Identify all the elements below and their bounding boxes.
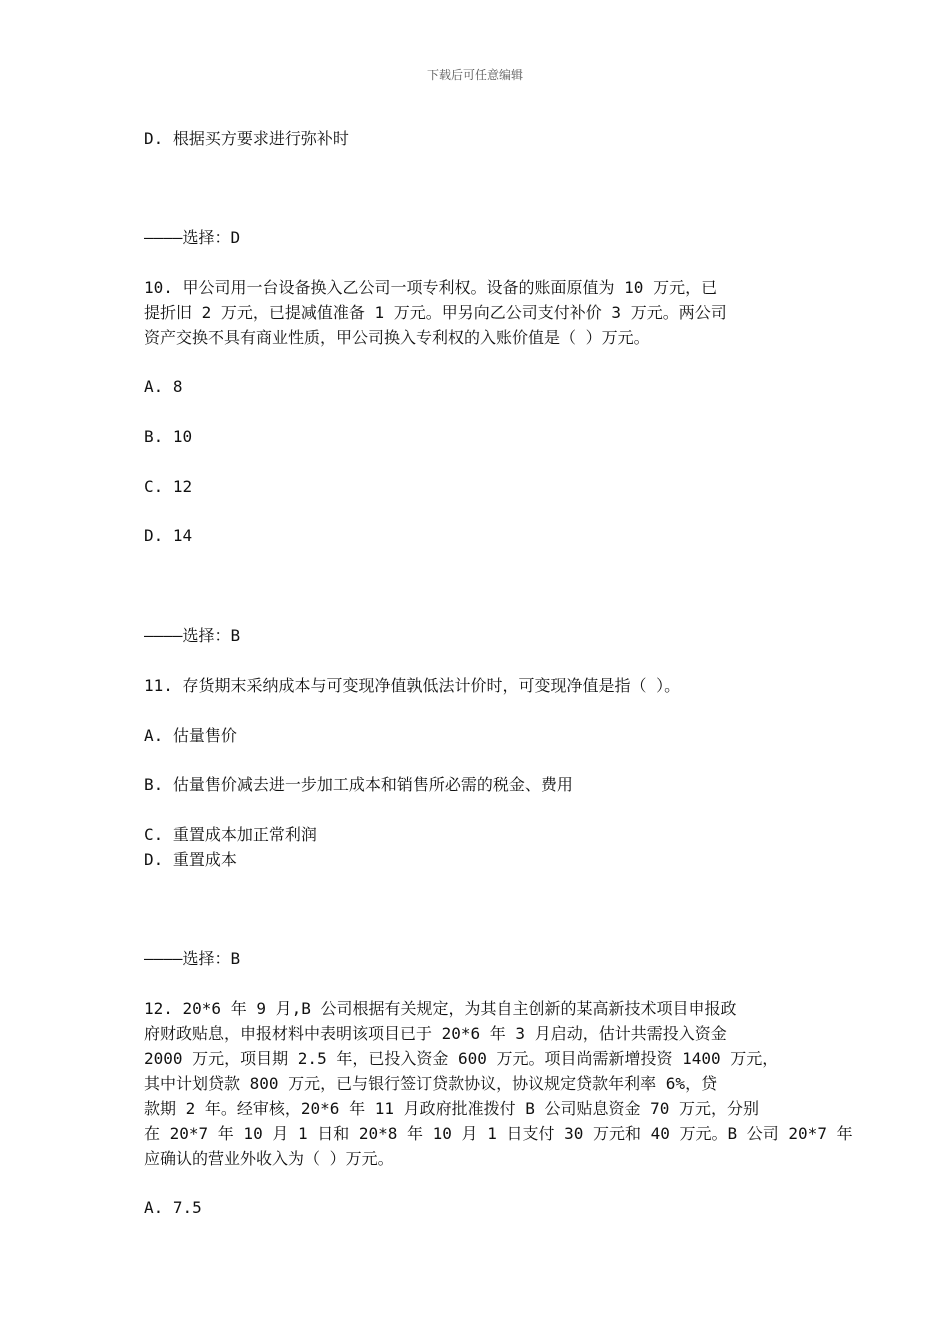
- q12-question-line-4: 其中计划贷款 800 万元，已与银行签订贷款协议，协议规定贷款年利率 6%，贷: [144, 1074, 718, 1093]
- q9-option-d: D. 根据买方要求进行弥补时: [144, 129, 349, 148]
- q10-question-line-1: 10. 甲公司用一台设备换入乙公司一项专利权。设备的账面原值为 10 万元，已: [144, 278, 718, 297]
- q12-question-line-7: 应确认的营业外收入为（ ）万元。: [144, 1149, 394, 1168]
- q10-option-a: A. 8: [144, 377, 183, 396]
- q10-question-line-2: 提折旧 2 万元，已提减值准备 1 万元。甲另向乙公司支付补价 3 万元。两公司: [144, 303, 727, 322]
- q10-option-c: C. 12: [144, 477, 193, 496]
- q10-question-line-3: 资产交换不具有商业性质，甲公司换入专利权的入账价值是（ ）万元。: [144, 328, 650, 347]
- q12-question-line-3: 2000 万元，项目期 2.5 年，已投入资金 600 万元。项目尚需新增投资 1400 万元，: [144, 1049, 779, 1068]
- q11-option-a: A. 估量售价: [144, 726, 237, 745]
- q9-answer: ————选择：D: [144, 228, 241, 247]
- q12-question-line-5: 款期 2 年。经审核，20*6 年 11 月政府批准拨付 B 公司贴息资金 70 万元，分别: [144, 1099, 760, 1118]
- q10-answer: ————选择：B: [144, 626, 241, 645]
- q12-question-line-2: 府财政贴息，申报材料中表明该项目已于 20*6 年 3 月启动，估计共需投入资金: [144, 1024, 727, 1043]
- q12-question-line-1: 12. 20*6 年 9 月,B 公司根据有关规定，为其自主创新的某高新技术项目申报政: [144, 999, 737, 1018]
- q11-option-d: D. 重置成本: [144, 850, 237, 869]
- q12-question-line-6: 在 20*7 年 10 月 1 日和 20*8 年 10 月 1 日支付 30 万元和 40 万元。B 公司 20*7 年: [144, 1124, 853, 1143]
- q10-option-d: D. 14: [144, 526, 193, 545]
- q10-option-b: B. 10: [144, 427, 193, 446]
- q11-question: 11. 存货期末采纳成本与可变现净值孰低法计价时，可变现净值是指（ ）。: [144, 676, 681, 695]
- q12-option-a: A. 7.5: [144, 1198, 202, 1217]
- q11-answer: ————选择：B: [144, 949, 241, 968]
- page-header: 下载后可任意编辑: [426, 68, 523, 82]
- q11-option-b: B. 估量售价减去进一步加工成本和销售所必需的税金、费用: [144, 775, 573, 794]
- q11-option-c: C. 重置成本加正常利润: [144, 825, 317, 844]
